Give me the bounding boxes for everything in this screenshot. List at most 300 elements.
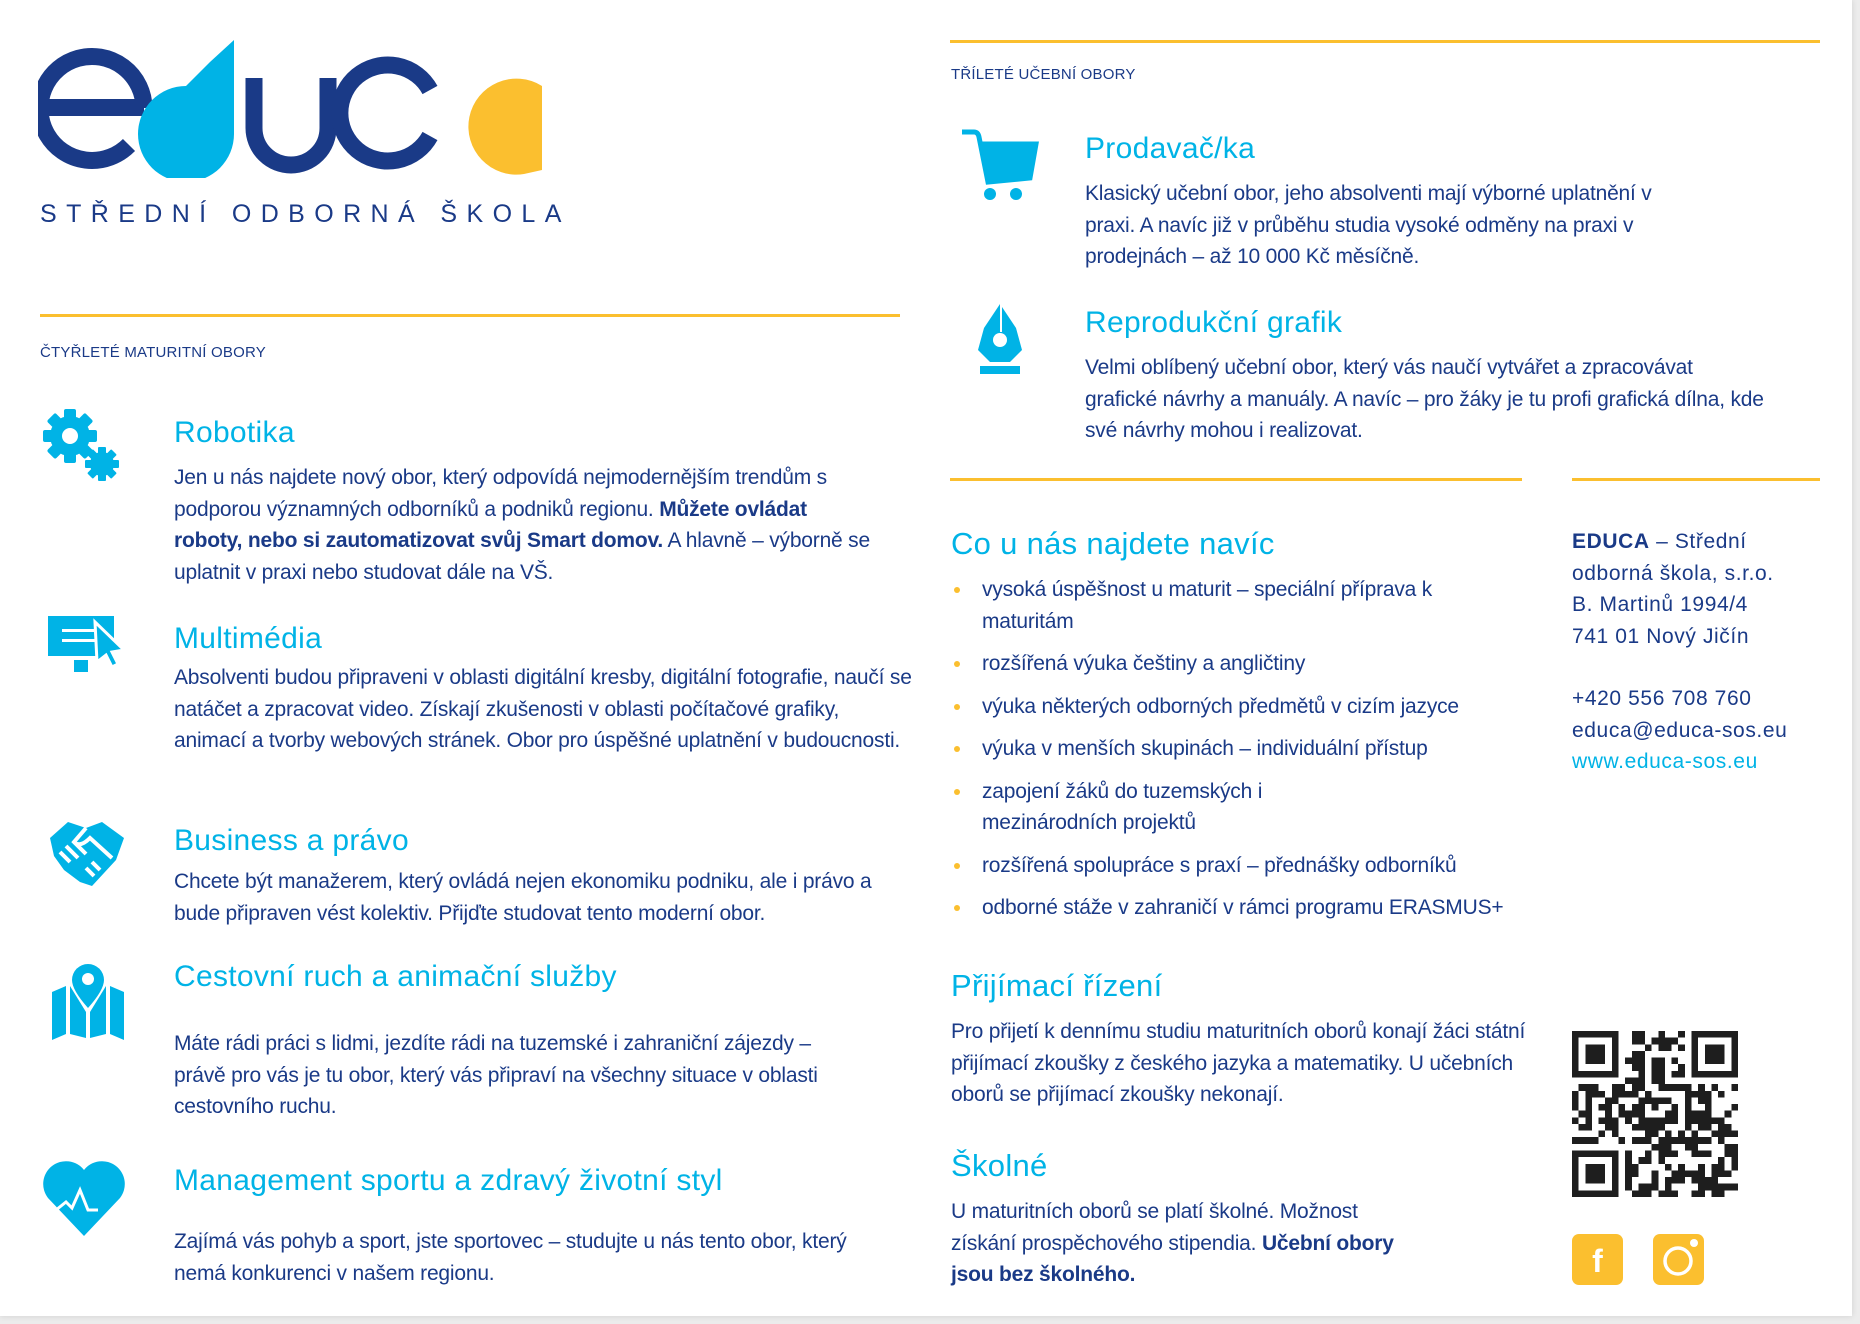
bullet-icon (954, 746, 960, 752)
qr-module (1678, 1071, 1685, 1078)
qr-code[interactable] (1572, 1031, 1738, 1197)
qr-module (1672, 1111, 1679, 1118)
qr-module (1672, 1177, 1679, 1184)
qr-module (1599, 1104, 1606, 1111)
list-item (951, 733, 1521, 765)
qr-module (1692, 1117, 1699, 1124)
qr-module (1678, 1064, 1685, 1071)
facebook-icon (1572, 1234, 1623, 1285)
program-title: Prodavač/ka (1085, 132, 1256, 165)
qr-module (1632, 1164, 1639, 1171)
qr-module (1632, 1038, 1639, 1045)
qr-module (1605, 1104, 1612, 1111)
qr-module (1612, 1084, 1619, 1091)
qr-module (1579, 1111, 1586, 1118)
qr-module (1658, 1117, 1665, 1124)
qr-module (1711, 1177, 1718, 1184)
qr-module (1665, 1151, 1672, 1158)
qr-module (1658, 1137, 1665, 1144)
qr-module (1705, 1104, 1712, 1111)
program-multimedia (40, 614, 912, 794)
qr-module (1652, 1124, 1659, 1131)
qr-module (1731, 1144, 1738, 1151)
qr-module (1718, 1164, 1725, 1171)
qr-module (1698, 1190, 1705, 1197)
qr-module (1718, 1091, 1725, 1098)
qr-module (1665, 1044, 1672, 1051)
qr-module (1705, 1177, 1712, 1184)
qr-module (1685, 1117, 1692, 1124)
qr-module (1685, 1091, 1692, 1098)
qr-module (1698, 1137, 1705, 1144)
qr-module (1672, 1084, 1679, 1091)
qr-module (1585, 1084, 1592, 1091)
qr-module (1605, 1124, 1612, 1131)
qr-module (1638, 1117, 1645, 1124)
qr-module (1678, 1084, 1685, 1091)
qr-module (1625, 1151, 1632, 1158)
description-bold: Můžete ovládat roboty, nebo si zautomatizovat svůj Smart domov. (174, 497, 807, 552)
qr-module (1692, 1170, 1699, 1177)
qr-module (1692, 1131, 1699, 1138)
qr-module (1618, 1084, 1625, 1091)
description-text: A hlavně – výborně se uplatnit v praxi nebo studovat dále na VŠ. (174, 529, 870, 584)
qr-module (1711, 1131, 1718, 1138)
qr-module (1731, 1104, 1738, 1111)
list-item-text: odborné stáže v zahraničí v rámci programu ERASMUS+ (982, 896, 1504, 919)
list-item-text: výuka některých odborných předmětů v cizím jazyce (982, 694, 1459, 718)
three-year-label: TŘÍLETÉ UČEBNÍ OBORY (951, 66, 1136, 83)
bullet-icon (954, 661, 960, 667)
qr-module (1638, 1058, 1645, 1065)
qr-module (1705, 1044, 1725, 1064)
qr-module (1731, 1084, 1738, 1091)
qr-module (1685, 1170, 1692, 1177)
tuition-title: Školné (951, 1148, 1048, 1183)
qr-module (1678, 1164, 1685, 1171)
qr-module (1692, 1151, 1699, 1158)
qr-module (1645, 1044, 1652, 1051)
qr-module (1718, 1124, 1725, 1131)
qr-module (1731, 1164, 1738, 1171)
qr-module (1632, 1064, 1639, 1071)
qr-module (1685, 1137, 1692, 1144)
educa-logo (38, 38, 578, 178)
qr-module (1585, 1164, 1605, 1184)
qr-module (1638, 1064, 1645, 1071)
qr-module (1711, 1184, 1718, 1191)
qr-module (1658, 1124, 1665, 1131)
list-item-text: zapojení žáků do tuzemských i mezinárodních projektů (982, 779, 1263, 834)
qr-module (1685, 1111, 1692, 1118)
qr-module (1678, 1170, 1685, 1177)
qr-module (1632, 1104, 1639, 1111)
qr-module (1625, 1170, 1632, 1177)
qr-module (1678, 1131, 1685, 1138)
heart-pulse-icon (42, 1156, 126, 1240)
qr-module (1632, 1170, 1639, 1177)
qr-module (1698, 1084, 1705, 1091)
qr-module (1672, 1104, 1679, 1111)
qr-module (1665, 1111, 1672, 1118)
qr-module (1625, 1177, 1632, 1184)
qr-module (1572, 1117, 1579, 1124)
program-description: Máte rádi práci s lidmi, jezdíte rádi na tuzemské i zahraniční zájezdy – právě pro vás je tu obor, který vás připraví na všechny situace v oblasti cestovního ruchu. (174, 1032, 818, 1118)
program-description: Absolventi budou připraveni v oblasti digitální kresby, digitální fotografie, naučí se natáčet a zpracovat video. Získají zkušenosti v oblasti počítačové grafiky, animací a tvorby webových stránek. Obor pro úspěšné uplatnění v budoucnosti. (174, 666, 912, 752)
qr-module (1625, 1157, 1632, 1164)
qr-module (1658, 1077, 1665, 1084)
qr-module (1638, 1097, 1645, 1104)
qr-module (1645, 1091, 1652, 1098)
qr-module (1612, 1091, 1619, 1098)
qr-module (1645, 1184, 1652, 1191)
qr-module (1692, 1091, 1699, 1098)
program-title: Cestovní ruch a animační služby (174, 960, 617, 993)
qr-module (1638, 1124, 1645, 1131)
description-text: Jen u nás najdete nový obor, který odpovídá nejmodernějším trendům s podporou významných odborníků a podniků regionu. (174, 466, 827, 521)
qr-module (1638, 1038, 1645, 1045)
qr-module (1638, 1157, 1645, 1164)
qr-module (1665, 1164, 1672, 1171)
qr-module (1685, 1104, 1692, 1111)
qr-module (1585, 1097, 1592, 1104)
shopping-cart-icon (960, 128, 1044, 212)
facebook-button[interactable] (1572, 1234, 1623, 1285)
qr-module (1612, 1124, 1619, 1131)
qr-module (1638, 1137, 1645, 1144)
qr-module (1625, 1111, 1632, 1118)
monitor-cursor-icon (46, 614, 130, 698)
company-name: EDUCA (1572, 530, 1650, 553)
qr-module (1605, 1097, 1612, 1104)
qr-module (1692, 1190, 1699, 1197)
qr-module (1672, 1117, 1679, 1124)
qr-module (1672, 1151, 1679, 1158)
qr-module (1711, 1084, 1718, 1091)
qr-module (1572, 1097, 1579, 1104)
program-shop-assistant (950, 124, 1810, 284)
qr-module (1605, 1117, 1612, 1124)
qr-module (1658, 1071, 1665, 1078)
qr-module (1625, 1077, 1632, 1084)
qr-module (1658, 1064, 1665, 1071)
extras-list (951, 574, 1521, 935)
qr-module (1665, 1097, 1672, 1104)
qr-module (1698, 1124, 1705, 1131)
qr-module (1625, 1058, 1632, 1065)
qr-module (1638, 1104, 1645, 1111)
qr-module (1705, 1117, 1712, 1124)
qr-module (1685, 1124, 1692, 1131)
qr-module (1718, 1157, 1725, 1164)
qr-module (1711, 1170, 1718, 1177)
qr-module (1705, 1124, 1712, 1131)
list-item (951, 574, 1521, 637)
program-robotika (40, 408, 900, 588)
program-description: Klasický učební obor, jeho absolventi mají výborné uplatnění v praxi. A navíc již v průběhu studia vysoké odměny na praxi v prodejnách – až 10 000 Kč měsíčně. (1085, 182, 1652, 268)
qr-module (1638, 1071, 1645, 1078)
contact-website-link[interactable]: www.educa-sos.eu (1572, 750, 1758, 773)
qr-module (1585, 1117, 1592, 1124)
program-title: Multimédia (174, 622, 323, 655)
qr-module (1645, 1157, 1652, 1164)
instagram-button[interactable] (1653, 1234, 1704, 1285)
program-business (40, 820, 900, 940)
contact-phone[interactable]: +420 556 708 760 (1572, 687, 1752, 710)
qr-module (1718, 1190, 1725, 1197)
program-tourism (40, 960, 900, 1130)
qr-module (1625, 1164, 1632, 1171)
qr-module (1645, 1097, 1652, 1104)
list-item-text: vysoká úspěšnost u maturit – speciální příprava k maturitám (982, 578, 1433, 633)
qr-module (1698, 1117, 1705, 1124)
tuition-text-regular: U maturitních oborů se platí školné. Možnost získání prospěchového stipendia. (951, 1200, 1358, 1255)
qr-module (1685, 1084, 1692, 1091)
admission-title: Přijímací řízení (951, 968, 1163, 1003)
qr-module (1625, 1117, 1632, 1124)
logo-subtitle: STŘEDNÍ ODBORNÁ ŠKOLA (40, 200, 571, 228)
qr-module (1685, 1097, 1692, 1104)
qr-module (1678, 1137, 1685, 1144)
qr-module (1645, 1151, 1652, 1158)
facebook-glyph: f (1592, 1243, 1603, 1279)
qr-module (1618, 1111, 1625, 1118)
qr-module (1632, 1124, 1639, 1131)
qr-module (1652, 1104, 1659, 1111)
qr-module (1652, 1144, 1659, 1151)
list-item (951, 776, 1312, 839)
qr-module (1652, 1097, 1659, 1104)
qr-module (1625, 1184, 1632, 1191)
bullet-icon (954, 905, 960, 911)
qr-module (1645, 1137, 1652, 1144)
qr-module (1585, 1091, 1592, 1098)
qr-module (1652, 1184, 1659, 1191)
qr-module (1605, 1111, 1612, 1118)
qr-module (1678, 1177, 1685, 1184)
qr-module (1592, 1091, 1599, 1098)
qr-module (1672, 1137, 1679, 1144)
qr-module (1652, 1077, 1659, 1084)
qr-module (1618, 1137, 1625, 1144)
qr-module (1599, 1131, 1606, 1138)
qr-module (1638, 1077, 1645, 1084)
extras-title: Co u nás najdete navíc (951, 526, 1275, 561)
qr-module (1632, 1111, 1639, 1118)
qr-module (1632, 1051, 1639, 1058)
qr-module (1698, 1151, 1705, 1158)
qr-module (1718, 1117, 1725, 1124)
qr-module (1725, 1124, 1732, 1131)
admission-text: Pro přijetí k dennímu studiu maturitních oborů konají žáci státní přijímací zkoušky z českého jazyka a matematiky. U učebních oborů se přijímací zkoušky nekonají. (951, 1020, 1526, 1106)
divider (950, 40, 1820, 43)
program-description: Chcete být manažerem, který ovládá nejen ekonomiku podniku, ale i právo a bude připraven vést kolektiv. Přijďte studovat tento moderní obor. (174, 870, 872, 925)
qr-module (1698, 1164, 1705, 1171)
qr-module (1585, 1044, 1605, 1064)
qr-module (1665, 1084, 1672, 1091)
qr-module (1705, 1137, 1712, 1144)
bullet-icon (954, 587, 960, 593)
contact-company (1572, 526, 1812, 589)
list-item-text: rozšířená spolupráce s praxí – přednášky odborníků (982, 853, 1457, 877)
gears-icon (42, 408, 126, 492)
list-item (951, 892, 1521, 924)
qr-module (1705, 1097, 1712, 1104)
list-item (951, 691, 1521, 723)
qr-module (1658, 1144, 1665, 1151)
instagram-icon (1653, 1234, 1704, 1285)
qr-module (1645, 1124, 1652, 1131)
qr-module (1645, 1190, 1652, 1197)
qr-module (1645, 1131, 1652, 1138)
qr-module (1652, 1038, 1659, 1045)
qr-module (1665, 1184, 1672, 1191)
qr-module (1698, 1177, 1705, 1184)
qr-module (1625, 1091, 1632, 1098)
qr-module (1599, 1117, 1606, 1124)
qr-module (1632, 1058, 1639, 1065)
qr-module (1652, 1058, 1659, 1065)
qr-module (1632, 1190, 1639, 1197)
program-sport-management (40, 1156, 900, 1296)
qr-module (1665, 1177, 1672, 1184)
qr-module (1725, 1111, 1732, 1118)
qr-module (1711, 1117, 1718, 1124)
qr-module (1599, 1091, 1606, 1098)
qr-module (1612, 1131, 1619, 1138)
qr-module (1658, 1031, 1665, 1038)
qr-module (1638, 1031, 1645, 1038)
map-pin-icon (46, 962, 130, 1046)
qr-module (1585, 1104, 1592, 1111)
qr-module (1705, 1184, 1712, 1191)
program-title: Business a právo (174, 824, 409, 857)
qr-module (1652, 1071, 1659, 1078)
qr-module (1612, 1117, 1619, 1124)
list-item (951, 648, 1521, 680)
program-description: Zajímá vás pohyb a sport, jste sportovec – studujte u nás tento obor, který nemá konkurenci v našem regionu. (174, 1230, 847, 1285)
qr-module (1692, 1137, 1699, 1144)
divider (950, 478, 1522, 481)
qr-module (1638, 1051, 1645, 1058)
program-graphic-designer (950, 300, 1810, 460)
qr-module (1572, 1137, 1579, 1144)
qr-module (1731, 1157, 1738, 1164)
qr-module (1579, 1124, 1586, 1131)
divider (40, 314, 900, 317)
qr-module (1658, 1190, 1665, 1197)
qr-module (1698, 1170, 1705, 1177)
qr-module (1632, 1137, 1639, 1144)
qr-module (1658, 1044, 1665, 1051)
qr-module (1678, 1031, 1685, 1038)
contact-city: 741 01 Nový Jičín (1572, 624, 1750, 648)
qr-module (1592, 1137, 1599, 1144)
qr-module (1698, 1184, 1705, 1191)
bullet-icon (954, 704, 960, 710)
pen-nib-icon (960, 302, 1044, 386)
qr-module (1652, 1170, 1659, 1177)
qr-module (1731, 1184, 1738, 1191)
company-name-rest: – Střední odborná škola, s.r.o. (1572, 530, 1774, 585)
qr-module (1572, 1104, 1579, 1111)
qr-module (1658, 1058, 1665, 1065)
qr-module (1672, 1071, 1679, 1078)
qr-module (1665, 1144, 1672, 1151)
bullet-icon (954, 863, 960, 869)
contact-street: B. Martinů 1994/4 (1572, 593, 1748, 616)
qr-module (1731, 1131, 1738, 1138)
qr-module (1711, 1190, 1718, 1197)
qr-module (1585, 1137, 1592, 1144)
qr-module (1698, 1091, 1705, 1098)
qr-module (1658, 1084, 1665, 1091)
qr-module (1652, 1064, 1659, 1071)
qr-module (1672, 1038, 1679, 1045)
qr-module (1579, 1084, 1586, 1091)
qr-module (1632, 1031, 1639, 1038)
qr-module (1718, 1184, 1725, 1191)
qr-module (1658, 1157, 1665, 1164)
qr-module (1652, 1177, 1659, 1184)
qr-module (1705, 1151, 1712, 1158)
qr-module (1585, 1124, 1592, 1131)
four-year-label: ČTYŘLETÉ MATURITNÍ OBORY (40, 344, 266, 361)
qr-module (1665, 1190, 1672, 1197)
qr-module (1638, 1190, 1645, 1197)
qr-module (1652, 1117, 1659, 1124)
qr-module (1692, 1144, 1699, 1151)
qr-module (1579, 1137, 1586, 1144)
qr-module (1678, 1044, 1685, 1051)
qr-module (1658, 1038, 1665, 1045)
tuition-text (951, 1196, 1411, 1291)
qr-module (1705, 1091, 1712, 1098)
qr-module (1725, 1151, 1732, 1158)
qr-module (1658, 1097, 1665, 1104)
qr-module (1645, 1117, 1652, 1124)
qr-module (1572, 1091, 1579, 1098)
qr-module (1592, 1084, 1599, 1091)
qr-module (1685, 1144, 1692, 1151)
qr-module (1612, 1097, 1619, 1104)
qr-module (1725, 1170, 1732, 1177)
qr-module (1652, 1131, 1659, 1138)
qr-module (1692, 1177, 1699, 1184)
qr-module (1725, 1184, 1732, 1191)
qr-module (1672, 1058, 1679, 1065)
list-item (951, 850, 1521, 882)
qr-module (1665, 1117, 1672, 1124)
program-title: Robotika (174, 416, 295, 449)
list-item-text: rozšířená výuka češtiny a angličtiny (982, 652, 1306, 675)
qr-module (1698, 1111, 1705, 1118)
qr-module (1632, 1084, 1639, 1091)
qr-module (1632, 1077, 1639, 1084)
contact-email[interactable]: educa@educa-sos.eu (1572, 718, 1788, 742)
qr-module (1638, 1111, 1645, 1118)
qr-module (1718, 1131, 1725, 1138)
qr-module (1665, 1137, 1672, 1144)
bullet-icon (954, 789, 960, 795)
program-title: Management sportu a zdravý životní styl (174, 1164, 723, 1197)
qr-module (1638, 1184, 1645, 1191)
tuition-text-bold: Učební obory jsou bez školného. (951, 1231, 1394, 1286)
handshake-icon (46, 814, 130, 898)
qr-module (1618, 1104, 1625, 1111)
qr-module (1638, 1084, 1645, 1091)
qr-module (1725, 1131, 1732, 1138)
